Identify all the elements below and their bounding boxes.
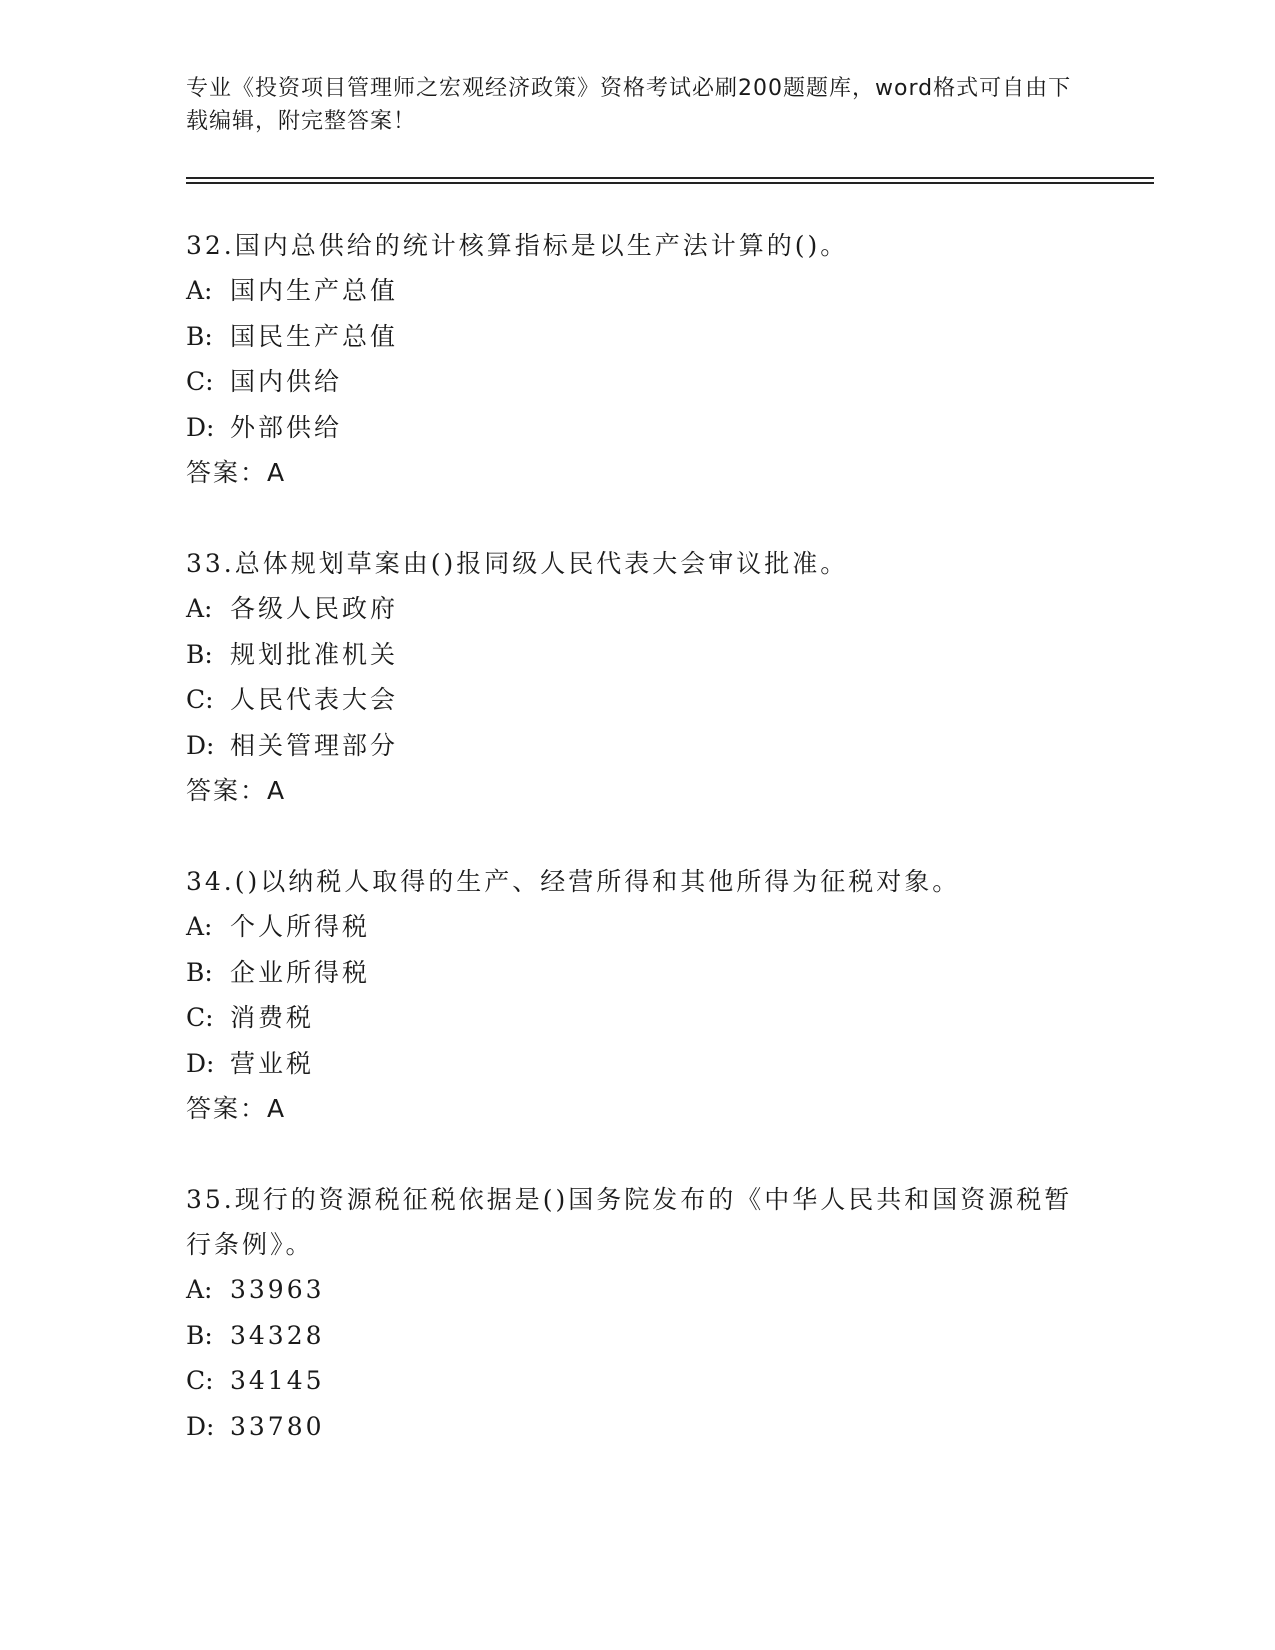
header-divider-bottom bbox=[186, 182, 1154, 184]
option-letter: A: bbox=[186, 594, 213, 623]
option-text: 34328 bbox=[230, 1320, 325, 1350]
option-text: 国民生产总值 bbox=[230, 321, 399, 351]
option-letter: D: bbox=[186, 1048, 215, 1078]
question-stem: 34.()以纳税人取得的生产、经营所得和其他所得为征税对象。 bbox=[186, 867, 961, 896]
option-text: 相关管理部分 bbox=[230, 730, 399, 760]
answer-line: 答案：A bbox=[186, 458, 287, 487]
question-33 bbox=[186, 541, 1086, 814]
option-letter: B: bbox=[186, 1320, 213, 1350]
option-b bbox=[186, 314, 1086, 360]
option-b bbox=[186, 632, 1086, 678]
option-letter: C: bbox=[186, 367, 214, 396]
option-text: 个人所得税 bbox=[230, 912, 371, 941]
option-text: 消费税 bbox=[230, 1003, 315, 1032]
document-header: 专业《投资项目管理师之宏观经济政策》资格考试必刷200题题库，word格式可自由下载编辑，附完整答案！ bbox=[186, 76, 1072, 134]
option-a bbox=[186, 1267, 1086, 1313]
option-text: 人民代表大会 bbox=[230, 685, 399, 714]
option-letter: C: bbox=[186, 1003, 214, 1032]
option-text: 规划批准机关 bbox=[230, 639, 399, 669]
option-text: 营业税 bbox=[230, 1048, 315, 1078]
option-letter: D: bbox=[186, 1411, 215, 1441]
option-d bbox=[186, 405, 1086, 451]
option-c bbox=[186, 995, 1086, 1041]
option-letter: A: bbox=[186, 1275, 213, 1304]
option-d bbox=[186, 1041, 1086, 1087]
option-letter: D: bbox=[186, 730, 215, 760]
option-d bbox=[186, 1404, 1086, 1450]
option-letter: C: bbox=[186, 685, 214, 714]
option-c bbox=[186, 1358, 1086, 1404]
option-letter: D: bbox=[186, 412, 215, 442]
option-letter: B: bbox=[186, 321, 213, 351]
question-stem: 33.总体规划草案由()报同级人民代表大会审议批准。 bbox=[186, 549, 849, 578]
answer-line: 答案：A bbox=[186, 1094, 287, 1123]
option-letter: B: bbox=[186, 639, 213, 669]
option-text: 国内生产总值 bbox=[230, 276, 399, 305]
answer-line: 答案：A bbox=[186, 776, 287, 805]
option-a bbox=[186, 586, 1086, 632]
option-c bbox=[186, 359, 1086, 405]
option-c bbox=[186, 677, 1086, 723]
option-text: 企业所得税 bbox=[230, 957, 371, 987]
option-text: 33780 bbox=[230, 1411, 325, 1441]
option-b bbox=[186, 950, 1086, 996]
option-letter: A: bbox=[186, 912, 213, 941]
question-stem: 32.国内总供给的统计核算指标是以生产法计算的()。 bbox=[186, 231, 849, 260]
question-34 bbox=[186, 859, 1086, 1132]
option-letter: A: bbox=[186, 276, 213, 305]
option-text: 33963 bbox=[230, 1275, 325, 1304]
option-letter: C: bbox=[186, 1366, 214, 1395]
option-a bbox=[186, 904, 1086, 950]
option-letter: B: bbox=[186, 957, 213, 987]
option-text: 外部供给 bbox=[230, 412, 343, 442]
option-d bbox=[186, 723, 1086, 769]
question-35 bbox=[186, 1177, 1086, 1449]
option-text: 国内供给 bbox=[230, 367, 343, 396]
option-text: 34145 bbox=[230, 1366, 325, 1395]
option-text: 各级人民政府 bbox=[230, 594, 399, 623]
option-a bbox=[186, 268, 1086, 314]
question-32 bbox=[186, 223, 1086, 496]
option-b bbox=[186, 1313, 1086, 1359]
header-divider-top bbox=[186, 177, 1154, 179]
question-stem: 35.现行的资源税征税依据是()国务院发布的《中华人民共和国资源税暂行条例》。 bbox=[186, 1185, 1073, 1259]
